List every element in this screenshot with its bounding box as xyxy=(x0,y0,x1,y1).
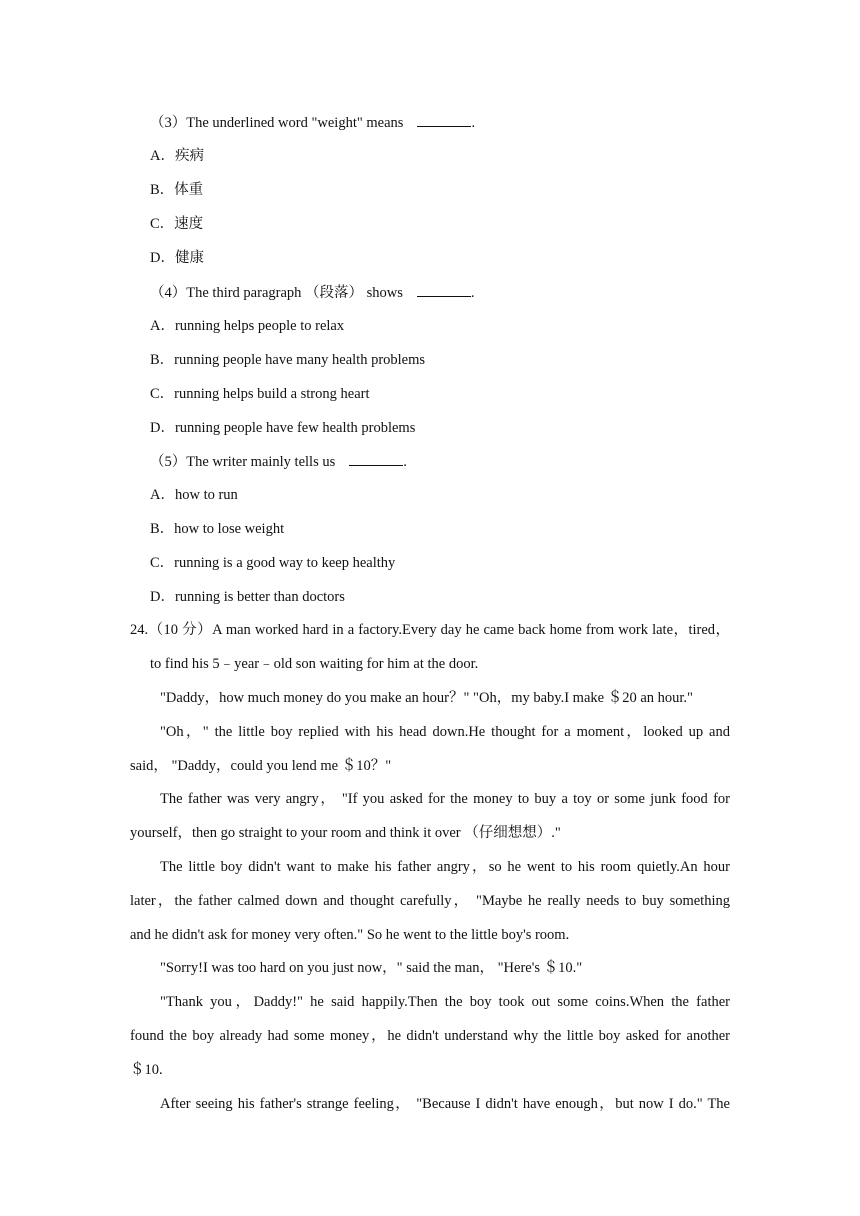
question-end: . xyxy=(471,115,476,131)
option-c: C．running is a good way to keep healthy xyxy=(150,555,396,571)
passage-line: "Daddy，how much money do you make an hour？" "Oh，my baby.I make ＄20 an hour." xyxy=(160,690,693,706)
option-c: C．速度 xyxy=(150,216,204,232)
passage-line: said， "Daddy，could you lend me ＄10？" xyxy=(130,758,392,774)
question-3-text: （3）The underlined word "weight" means xyxy=(150,115,404,131)
question-24-header: 24.（10 分）A man worked hard in a factory.Every day he came back home from work late，tired， xyxy=(130,622,730,638)
passage-line: "Thank you，Daddy!" he said happily.Then the boy took out some coins.When the father xyxy=(160,994,730,1010)
passage-line: and he didn't ask for money very often." So he went to the little boy's room. xyxy=(130,927,570,943)
question-24-header-cont: to find his 5﹣year﹣old son waiting for him at the door. xyxy=(150,656,479,672)
question-5 xyxy=(150,451,407,472)
option-c: C．running helps build a strong heart xyxy=(150,386,370,402)
option-a: A．how to run xyxy=(150,487,238,503)
question-5-text: （5）The writer mainly tells us xyxy=(150,454,336,470)
option-b: B．how to lose weight xyxy=(150,521,285,537)
option-b: B．running people have many health problems xyxy=(150,352,426,368)
passage-line: After seeing his father's strange feeling， "Because I didn't have enough，but now I do." The xyxy=(160,1096,730,1112)
question-4 xyxy=(150,282,475,303)
question-end: . xyxy=(403,454,407,470)
passage-line: "Sorry!I was too hard on you just now，" said the man， "Here's ＄10." xyxy=(160,960,583,976)
answer-blank xyxy=(417,282,471,297)
option-a: A．疾病 xyxy=(150,148,204,164)
question-4-text: （4）The third paragraph （段落） shows xyxy=(150,285,403,301)
option-d: D．running people have few health problems xyxy=(150,420,416,436)
passage-line: The little boy didn't want to make his father angry，so he went to his room quietly.An hour xyxy=(160,859,730,875)
question-3 xyxy=(150,112,475,133)
option-b: B．体重 xyxy=(150,182,204,198)
passage-line: yourself，then go straight to your room and think it over （仔细想想）." xyxy=(130,825,561,841)
passage-line: The father was very angry， "If you asked for the money to buy a toy or some junk food for xyxy=(160,791,730,807)
passage-line: "Oh，" the little boy replied with his head down.He thought for a moment，looked up and xyxy=(160,724,730,740)
answer-blank xyxy=(349,451,403,466)
passage-line: later，the father calmed down and thought carefully， "Maybe he really needs to buy something xyxy=(130,893,730,909)
passage-line: found the boy already had some money，he didn't understand why the little boy asked for another xyxy=(130,1028,730,1044)
option-d: D．健康 xyxy=(150,250,204,266)
passage-line: ＄10. xyxy=(130,1062,163,1078)
question-end: . xyxy=(470,285,475,301)
option-d: D．running is better than doctors xyxy=(150,589,345,605)
option-a: A．running helps people to relax xyxy=(150,318,345,334)
answer-blank xyxy=(417,112,471,127)
